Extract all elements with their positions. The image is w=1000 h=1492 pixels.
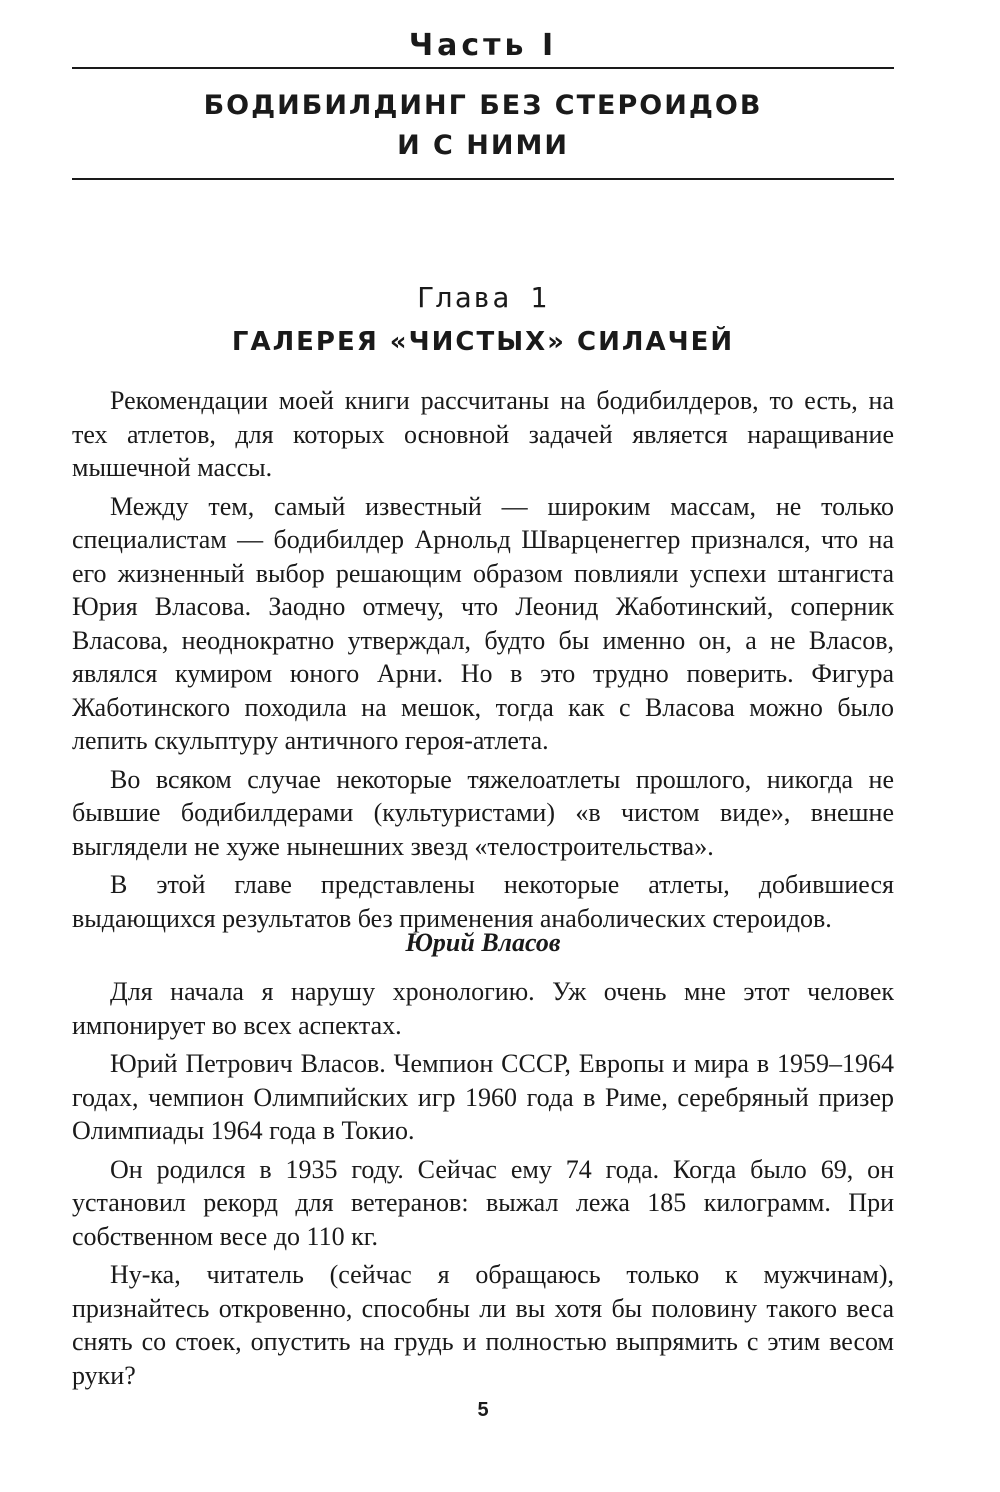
section-heading: Юрий Власов [405, 928, 561, 957]
part-title-line-2: И С НИМИ [397, 130, 569, 161]
part-title [72, 86, 894, 166]
part-label: Часть I [408, 28, 558, 63]
paragraph: Во всяком случае некоторые тяжелоатлеты прошлого, никогда не бывшие бодибилдерами (культуристами) «в чистом виде», внешне выглядели не хуже нынешних звезд «телостроительства». [72, 764, 894, 861]
intro-text [72, 384, 894, 940]
book-page [72, 0, 894, 1492]
paragraph: Рекомендации моей книги рассчитаны на бодибилдеров, то есть, на тех атлетов, для которых основной задачей является наращивание мышечной массы. [72, 386, 894, 482]
part-title-line-1: БОДИБИЛДИНГ БЕЗ СТЕРОИДОВ [203, 90, 763, 121]
chapter-title: ГАЛЕРЕЯ «ЧИСТЫХ» СИЛАЧЕЙ [231, 327, 735, 357]
section-text [72, 975, 894, 1397]
paragraph: Между тем, самый известный — широким массам, не только специалистам — бодибилдер Арнольд Шварценеггер признался, что на его жизненный выбор решающим образом повлияли успехи штангиста Юрия Власова. Заодно отмечу, что Леонид Жаботинский, соперник Власова, неоднократно утверждал, будто бы именно он, а не Власов, являлся кумиром юного Арни. Но в это трудно поверить. Фигура Жаботинского походила на мешок, тогда как с Власова можно было лепить скульптуру античного героя-атлета. [72, 491, 894, 755]
paragraph: Юрий Петрович Власов. Чемпион СССР, Европы и мира в 1959–1964 годах, чемпион Олимпийских игр 1960 года в Риме, серебряный призер Олимпиады 1964 года в Токио. [72, 1049, 894, 1145]
paragraph: Ну-ка, читатель (сейчас я обращаюсь только к мужчинам), признайтесь откровенно, способны ли вы хотя бы половину такого веса снять со стоек, опустить на грудь и полностью выпрямить с этим весом руки? [72, 1260, 894, 1390]
paragraph: Он родился в 1935 году. Сейчас ему 74 года. Когда было 69, он установил рекорд для ветеранов: выжал лежа 185 килограмм. При собственном весе до 110 кг. [72, 1154, 894, 1251]
paragraph: В этой главе представлены некоторые атлеты, добившиеся выдающихся результатов без применения анаболических стероидов. [72, 870, 894, 933]
chapter-label: Глава 1 [416, 281, 549, 314]
part-top-rule [72, 67, 894, 69]
page-number: 5 [477, 1399, 489, 1421]
paragraph: Для начала я нарушу хронологию. Уж очень мне этот человек импонирует во всех аспектах. [72, 977, 894, 1040]
part-bottom-rule [72, 178, 894, 180]
